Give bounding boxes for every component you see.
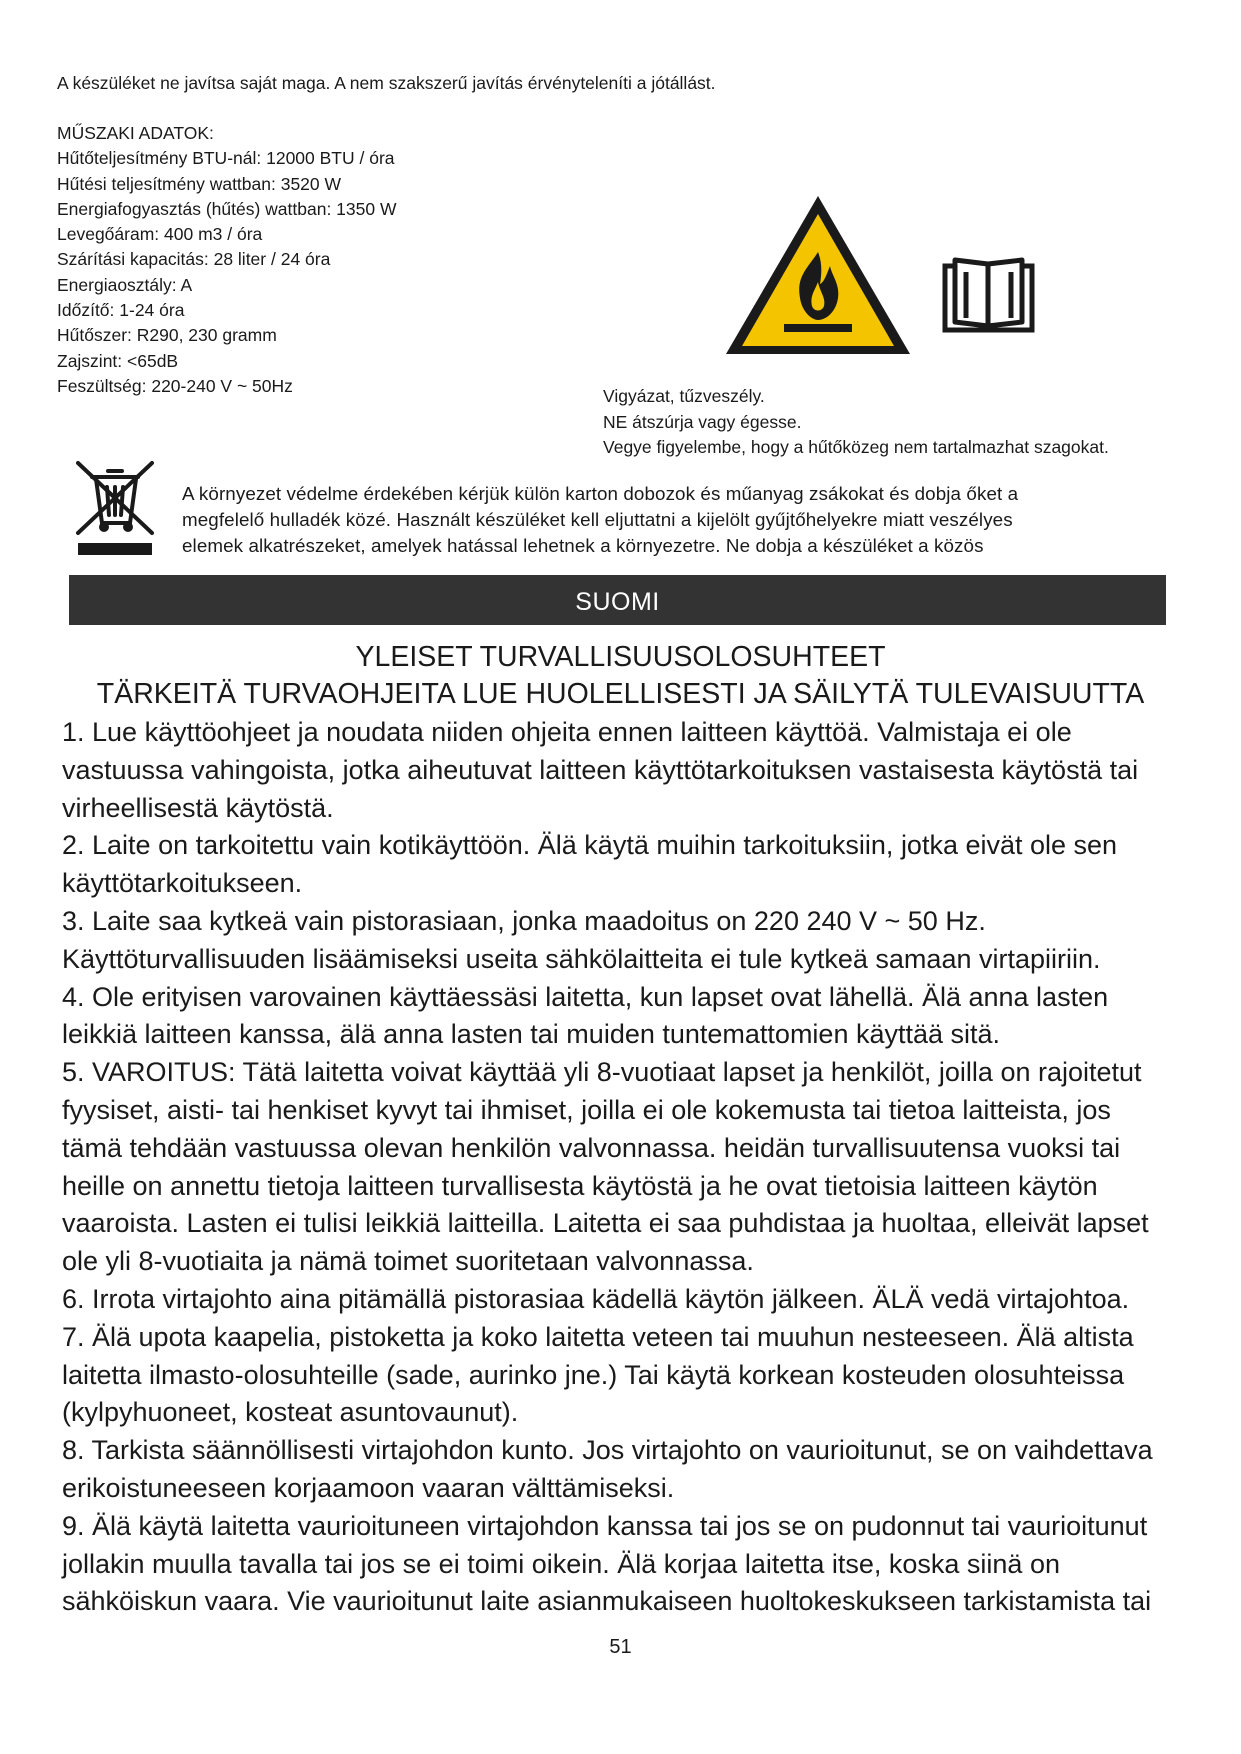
instruction-line: 4. Ole erityisen varovainen käyttäessäsi laitetta, kun lapset ovat lähellä. Älä anna lasten — [62, 981, 1109, 1012]
instruction-line: virheellisestä käytöstä. — [62, 792, 334, 823]
weee-crossed-bin-icon — [74, 457, 156, 557]
environment-notice — [182, 481, 1172, 559]
section-heading: YLEISET TURVALLISUUSOLOSUHTEET — [355, 641, 886, 673]
spec-line: Feszültség: 220-240 V ~ 50Hz — [57, 375, 293, 396]
instruction-line: heille on annettu tietoja laitteen turvallisesta käytöstä ja he ovat tietoisia laitteen käytön — [62, 1170, 1098, 1201]
instruction-line: vaaroista. Lasten ei tulisi leikkiä laitteilla. Laitetta ei saa puhdistaa ja huoltaa, elleivät lapset — [62, 1208, 1149, 1239]
spec-line: Időzítő: 1-24 óra — [57, 300, 185, 321]
specs-title: MŰSZAKI ADATOK: — [57, 123, 214, 143]
instruction-line: erikoistuneeseen korjaamoon vaaran välttämiseksi. — [62, 1472, 675, 1503]
instruction-line: käyttötarkoitukseen. — [62, 868, 303, 899]
spec-line: Szárítási kapacitás: 28 liter / 24 óra — [57, 249, 331, 270]
instruction-line: 5. VAROITUS: Tätä laitetta voivat käyttää yli 8-vuotiaat lapset ja henkilöt, joilla on rajoitetut — [62, 1057, 1142, 1088]
environment-line: elemek alkatrészeket, amelyek hatással lehetnek a környezetre. Ne dobja a készüléket a közös — [182, 535, 984, 556]
page-number: 51 — [609, 1636, 632, 1658]
instruction-line: tämä tehdään vastuussa olevan henkilön valvonnassa. heidän turvallisuutensa vuoksi tai — [62, 1132, 1121, 1163]
instruction-line: leikkiä laitteen kanssa, älä anna lasten tai muiden tuntemattomien käyttää sitä. — [62, 1019, 1001, 1050]
instruction-line: 6. Irrota virtajohto aina pitämällä pistorasiaa kädellä käytön jälkeen. ÄLÄ vedä virtajohtoa. — [62, 1283, 1130, 1314]
instruction-line: vastuussa vahingoista, jotka aiheutuvat laitteen käyttötarkoituksen vastaisesta käytöstä tai — [62, 754, 1139, 785]
instruction-line: fyysiset, aisti- tai henkiset kyvyt tai ihmiset, joilla ei ole kokemusta tai tietoa laitteista, jos — [62, 1094, 1111, 1125]
language-section-banner: SUOMI — [69, 575, 1166, 625]
spec-line: Levegőáram: 400 m3 / óra — [57, 224, 263, 245]
instruction-line: (kylpyhuoneet, kosteat asuntovaunut). — [62, 1397, 519, 1428]
instruction-line: 8. Tarkista säännöllisesti virtajohdon kunto. Jos virtajohto on vaurioitunut, se on vaihdettava — [62, 1435, 1153, 1466]
instruction-line: laitetta ilmasto-olosuhteille (sade, aurinko jne.) Tai käytä korkean kosteuden olosuhteissa — [62, 1359, 1125, 1390]
spec-line: Hűtőszer: R290, 230 gramm — [57, 325, 277, 346]
instruction-line: Käyttöturvallisuuden lisäämiseksi useita sähkölaitteita ei tule kytkeä samaan virtapiiriin. — [62, 943, 1101, 974]
safety-instructions — [62, 714, 1182, 1621]
flammable-warning-icon — [722, 190, 914, 360]
instruction-line: 2. Laite on tarkoitettu vain kotikäyttöön. Älä käytä muihin tarkoituksiin, jotka eivät ole sen — [62, 830, 1118, 861]
warning-line: NE átszúrja vagy égesse. — [603, 411, 802, 432]
fire-warning-text — [603, 384, 1109, 461]
environment-line: megfelelő hulladék közé. Használt készüléket kell eljuttatni a kijelölt gyűjtőhelyekre miatt veszélyes — [182, 509, 1013, 530]
warning-line: Vigyázat, tűzveszély. — [603, 386, 765, 406]
instruction-line: 9. Älä käytä laitetta vaurioituneen virtajohdon kanssa tai jos se on pudonnut tai vaurioitunut — [62, 1510, 1148, 1541]
spec-line: Energiaosztály: A — [57, 274, 193, 295]
spec-line: Hűtési teljesítmény wattban: 3520 W — [57, 173, 342, 194]
warning-line: Vegye figyelembe, hogy a hűtőközeg nem tartalmazhat szagokat. — [603, 437, 1109, 457]
technical-specs — [57, 121, 397, 399]
spec-line: Energiafogyasztás (hűtés) wattban: 1350 W — [57, 198, 397, 219]
repair-notice: A készüléket ne javítsa saját maga. A nem szakszerű javítás érvényteleníti a jótállást. — [57, 73, 716, 93]
instruction-line: ole yli 8-vuotiaita ja nämä toimet suoritetaan valvonnassa. — [62, 1246, 754, 1277]
spec-line: Hűtőteljesítmény BTU-nál: 12000 BTU / óra — [57, 148, 395, 169]
instruction-line: sähköiskun vaara. Vie vaurioitunut laite asianmukaiseen huoltokeskukseen tarkistamista tai — [62, 1586, 1152, 1617]
instruction-line: 7. Älä upota kaapelia, pistoketta ja koko laitetta veteen tai muuhun nesteeseen. Älä altista — [62, 1321, 1134, 1352]
instruction-line: 3. Laite saa kytkeä vain pistorasiaan, jonka maadoitus on 220 240 V ~ 50 Hz. — [62, 905, 986, 936]
environment-line: A környezet védelme érdekében kérjük külön karton dobozok és műanyag zsákokat és dobja őket a — [182, 483, 1019, 504]
instruction-line: 1. Lue käyttöohjeet ja noudata niiden ohjeita ennen laitteen käyttöä. Valmistaja ei ole — [62, 717, 1072, 747]
instruction-line: jollakin muulla tavalla tai jos se ei toimi oikein. Älä korjaa laitetta itse, koska siinä on — [62, 1548, 1060, 1579]
section-subheading: TÄRKEITÄ TURVAOHJEITA LUE HUOLELLISESTI JA SÄILYTÄ TULEVAISUUTTA — [96, 678, 1145, 710]
manual-book-icon — [942, 252, 1035, 334]
spec-line: Zajszint: <65dB — [57, 350, 179, 371]
